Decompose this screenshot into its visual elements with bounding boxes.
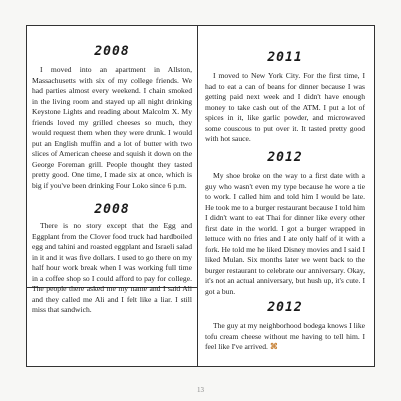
entry-text [205,171,365,297]
entry-2012-a [205,150,365,297]
entry-paragraph: I moved into an apartment in Allston, Massachusetts with six of my college friends. We had parties almost every weekend. I chain smoked in the living room and stayed up all night drinking Keystone Lights and reading about Malcolm X. My friends loved my grilled cheeses so much, they would request them when they were drunk. I would put an English muffin and a lot of butter with two slices of American cheese and squish it down on the George Foreman grill. People thought they tasted pretty good. One time, I made six at once, which is big if you've been drinking Four Loko since 6 p.m. [32,65,192,190]
entry-text [205,71,365,145]
entry-year: 2008 [94,44,130,59]
entry-year: 2011 [267,50,303,65]
entry-paragraph: My shoe broke on the way to a first date with a guy who wasn't even my type because he wore a tie to work. I called him and told him I would be late. He took me to a burger restaurant because I told him I didn't want to eat Thai for dinner like every other first date in the world. I got a burger wrapped in lettuce with no fries and I ate only half of it with a fork. He told me he liked Disney movies and I said I liked Mulan. Six months later we went back to the burger restaurant to celebrate our anniversary. Okay, it's not an actual anniversary, but hush up, it's cute. I got a bun. [205,171,365,296]
entry-text [32,65,192,191]
entry-text [32,221,192,316]
entry-year: 2008 [94,202,130,217]
entry-2008-a [32,44,192,191]
entry-paragraph [205,321,365,353]
entry-2008-b [32,202,192,316]
entry-paragraph-text: The guy at my neighborhood bodega knows I like tofu cream cheese without me having to tell him. I feel like I've arrived. [205,321,365,351]
entry-2012-b [205,300,365,353]
entry-2011 [205,50,365,145]
end-mark-icon: ⌘ [269,342,278,351]
entry-year: 2012 [267,150,303,165]
entry-paragraph: I moved to New York City. For the first time, I had to eat a can of beans for dinner because I was getting paid next week and I didn't have enough money to take cash out of the ATM. I put a lot of spices in it, like garlic powder, and microwaved some couscous to put over it. It tasted pretty good with hot sauce. [205,71,365,143]
entry-year: 2012 [267,300,303,315]
page-number: 13 [197,386,204,394]
entry-text [205,321,365,353]
entry-paragraph: There is no story except that the Egg and Eggplant from the Clover food truck had hardboiled egg and tahini and roasted eggplant and Israeli salad in it and it was five dollars. I used to go there on my half hour work break when I was working full time in a coffee shop so I could afford to pay for college. The people there asked me my name and I said Ali and they called me Ali and I felt like a liar. I still miss that sandwich. [32,221,192,314]
